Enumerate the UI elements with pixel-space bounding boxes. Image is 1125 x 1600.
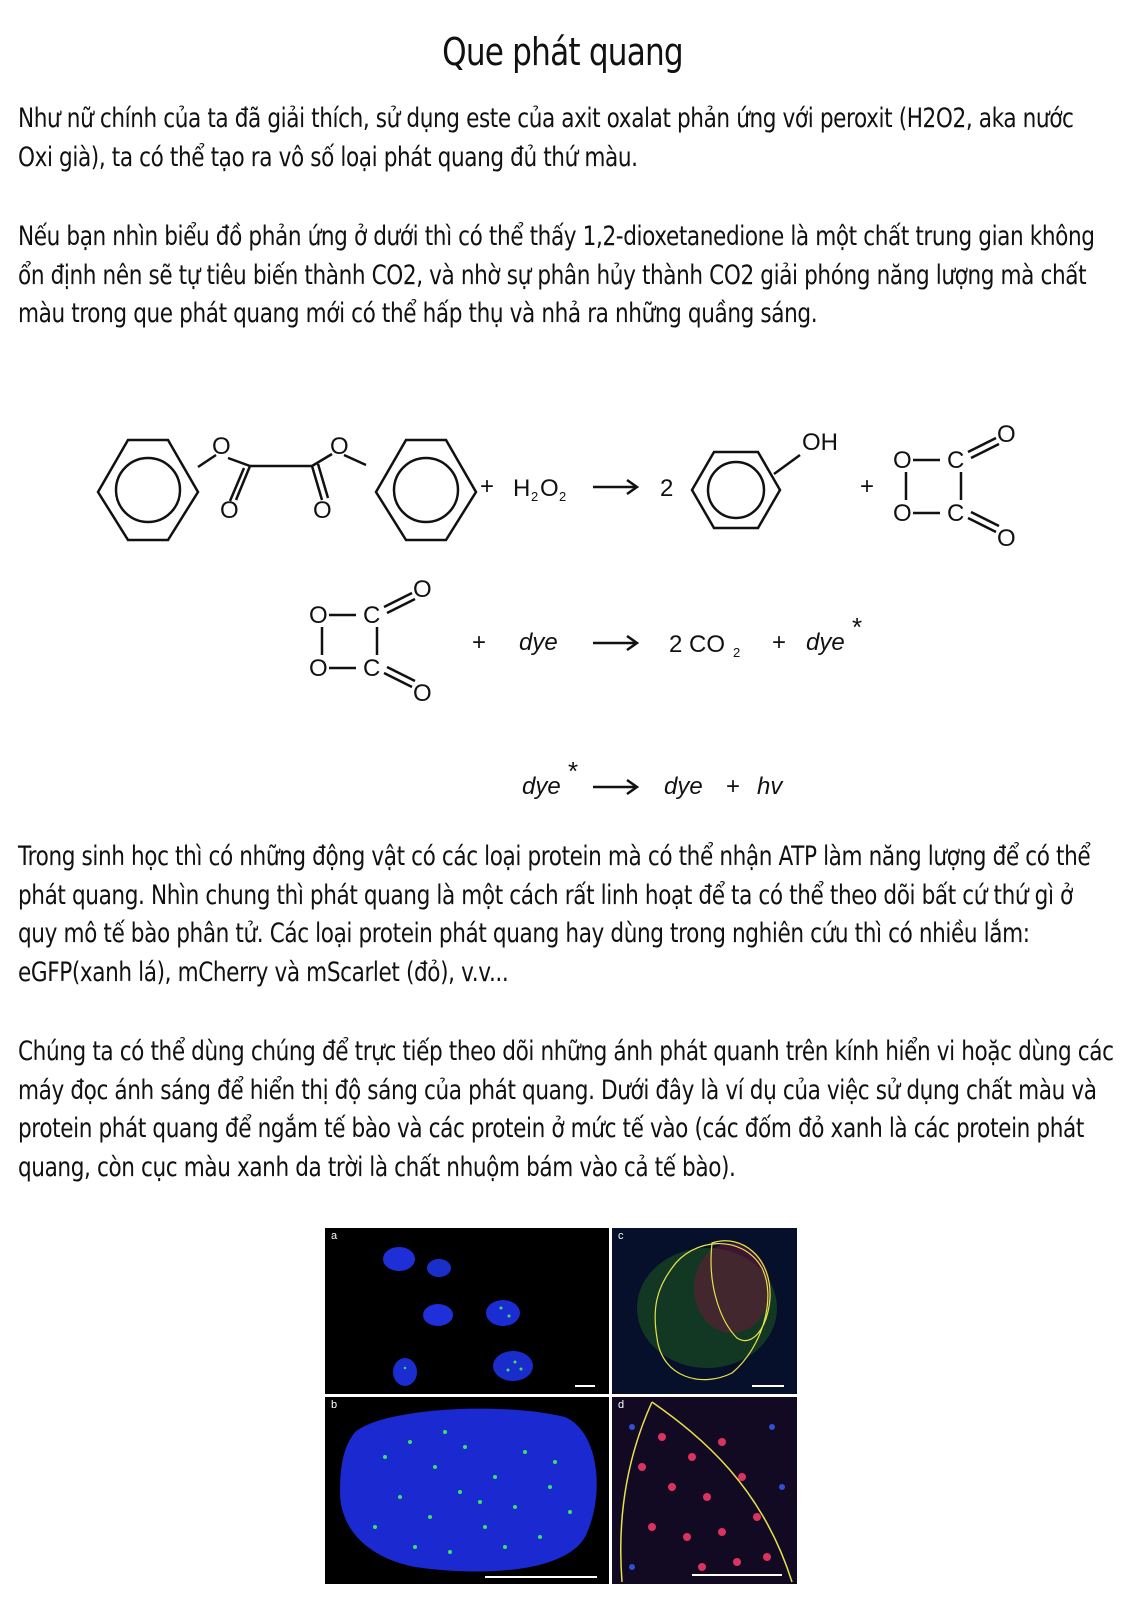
left-benzene-ring xyxy=(98,440,198,540)
r2-ring-o-bottom: O xyxy=(309,655,328,682)
panel-b-image xyxy=(325,1397,609,1584)
r3-dye-excited: dye xyxy=(522,773,561,800)
phenol-oh: OH xyxy=(802,429,838,456)
reaction-scheme xyxy=(0,400,1125,820)
panel-c-image xyxy=(612,1228,797,1394)
phenol-ring xyxy=(692,452,780,528)
plus-2: + xyxy=(860,473,875,500)
ring-o-top: O xyxy=(893,447,912,474)
panel-d-label: d xyxy=(618,1399,625,1411)
r2-carbonyl-o-top: O xyxy=(413,576,432,603)
panel-a-label: a xyxy=(331,1230,338,1242)
r2-co2: 2 CO xyxy=(669,631,726,658)
ring-c-bottom: C xyxy=(947,500,965,527)
phenol-circle xyxy=(708,462,764,518)
reaction-2-labels xyxy=(309,576,862,707)
r3-dye: dye xyxy=(664,773,703,800)
ring-c-top: C xyxy=(947,447,965,474)
right-benzene-circle xyxy=(394,458,458,522)
microscopy-figure xyxy=(325,1228,797,1584)
coefficient-2: 2 xyxy=(660,475,674,502)
r2-star: * xyxy=(852,612,863,642)
panel-c-label: c xyxy=(618,1230,624,1242)
h2o2-o: O xyxy=(540,475,559,502)
panel-a-image xyxy=(325,1228,609,1394)
plus-1: + xyxy=(480,473,495,500)
paragraph-biology: Trong sinh học thì có những động vật có các loại protein mà có thể nhận ATP làm năng lượng để có thể phát quang. Nhìn chung thì phát quang là một cách rất linh hoạt để ta có thể theo dõi bất cứ thứ gì ở quy mô tế bào phân tử. Các loại protein phát quang hay dùng trong nghiên cứu thì có nhiều lắm: eGFP(xanh lá), mCherry và mScarlet (đỏ), v.v... xyxy=(18,841,1091,988)
page-title: Que phát quang xyxy=(442,30,683,74)
r2-dye: dye xyxy=(519,629,558,656)
paragraph-mechanism: Nếu bạn nhìn biểu đồ phản ứng ở dưới thì có thể thấy 1,2-dioxetanedione là một chất trung gian không ổn định nên sẽ tự tiêu biến thành CO2, và nhờ sự phân hủy thành CO2 giải phóng năng lượng mà chất màu trong que phát quang mới có thể hấp thụ và nhả ra những quầng sáng. xyxy=(18,221,1095,329)
panel-d-image xyxy=(612,1397,797,1584)
r2-dye-excited: dye xyxy=(806,629,845,656)
left-benzene-circle xyxy=(116,458,180,522)
r2-carbonyl-o-bottom: O xyxy=(413,680,432,707)
r2-plus-2: + xyxy=(772,629,787,656)
panel-b-label: b xyxy=(331,1399,338,1411)
carbonyl-o-top: O xyxy=(997,421,1016,448)
h2o2-sub-2: 2 xyxy=(559,489,567,504)
reaction-3-labels xyxy=(522,756,784,800)
r3-plus: + xyxy=(726,773,741,800)
h2o2-sub-1: 2 xyxy=(531,489,539,504)
ester-o-1: O xyxy=(212,433,231,460)
panel-a xyxy=(325,1228,609,1394)
carbonyl-o-bottom: O xyxy=(997,525,1016,552)
ester-carbonyl-o-2: O xyxy=(313,497,332,524)
ring-o-bottom: O xyxy=(893,500,912,527)
panel-d xyxy=(612,1397,797,1584)
paragraph-intro: Như nữ chính của ta đã giải thích, sử dụng este của axit oxalat phản ứng với peroxit (H2O2, aka nước Oxi già), ta có thể tạo ra vô số loại phát quang đủ thứ màu. xyxy=(18,103,1074,173)
panel-b xyxy=(325,1397,609,1584)
ester-o-2: O xyxy=(330,433,349,460)
right-benzene-ring xyxy=(376,440,476,540)
r2-ring-o-top: O xyxy=(309,602,328,629)
r2-plus-1: + xyxy=(472,629,487,656)
h2o2-h: H xyxy=(513,475,531,502)
r2-ring-c-bottom: C xyxy=(363,655,381,682)
r3-star: * xyxy=(568,756,579,786)
r2-ring-c-top: C xyxy=(363,602,381,629)
ester-carbonyl-o-1: O xyxy=(220,497,239,524)
r3-hv: hv xyxy=(757,773,783,800)
r2-co2-sub: 2 xyxy=(733,645,741,660)
reaction-3 xyxy=(593,780,637,794)
paragraph-microscopy: Chúng ta có thể dùng chúng để trực tiếp theo dõi những ánh phát quanh trên kính hiển vi hoặc dùng các máy đọc ánh sáng để hiển thị độ sáng của phát quang. Dưới đây là ví dụ của việc sử dụng chất màu và protein phát quang để ngắm tế bào và các protein ở mức tế vào (các đốm đỏ xanh là các protein phát quang, còn cục màu xanh da trời là chất nhuộm bám vào cả tế bào). xyxy=(18,1036,1114,1183)
panel-c xyxy=(612,1228,797,1394)
